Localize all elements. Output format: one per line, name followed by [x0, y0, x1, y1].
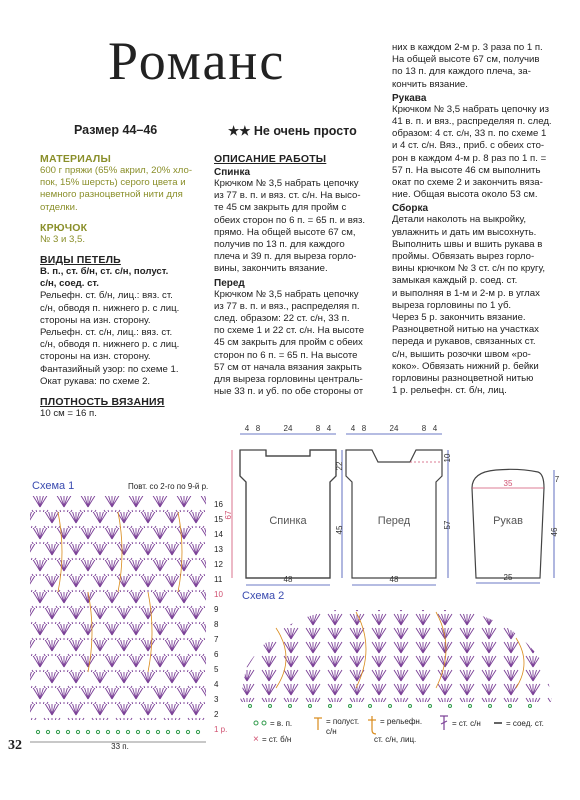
text-line: кончить вязание.	[392, 78, 468, 90]
dim-label: 7	[554, 475, 560, 484]
row-number: 12	[214, 560, 223, 569]
row-number: 15	[214, 515, 223, 524]
row-number: 4	[214, 680, 219, 689]
scheme1-repeat-note: Повт. со 2-го по 9-й р.	[128, 482, 209, 491]
text-line: коко». Обвязать нижний р. бейки	[392, 360, 539, 372]
front-text	[214, 289, 379, 399]
legend-chain-label: = в. п.	[270, 719, 293, 728]
front-continued-text	[392, 42, 557, 91]
text-line: рон в каждом 4-м р. 8 раз по 1 п. =	[392, 152, 547, 164]
page-title: Романс	[108, 31, 286, 91]
text-line: сторон по 6 п. = 65 п. На высоте	[214, 349, 358, 361]
loops-line: Фантазийный узор: по схеме 1.	[40, 363, 179, 375]
text-line: них в каждом 2-м р. 3 раза по 1 п.	[392, 42, 543, 53]
text-line: вины, закончить вязание.	[214, 263, 328, 275]
text-line: вины крючком № 3 ст. с/н по кругу,	[392, 263, 545, 275]
loops-line: Рельефн. ст. б/н, лиц.: вяз. ст.	[40, 290, 173, 302]
dim-label: 22	[335, 461, 344, 471]
text-line: Крючком № 3,5 набрать цепочку из	[392, 103, 549, 115]
loops-heading: ВИДЫ ПЕТЕЛЬ	[40, 254, 121, 267]
text-line: Через 5 р. закончить вязание.	[392, 312, 526, 324]
back-text	[214, 178, 379, 276]
row-number: 1 р.	[214, 725, 228, 734]
density-value: 10 см = 16 п.	[40, 408, 97, 420]
text-line: след. образом: 22 ст. с/н, 33 п.	[214, 313, 350, 325]
text-line: Крючком № 3,5 набрать цепочку	[214, 288, 359, 300]
loops-line: стороны на изн. сторону.	[40, 314, 151, 326]
right-column	[392, 42, 557, 397]
text-line: и выполняя в 1-м и 2-м р. в углах	[392, 287, 540, 299]
dim-label: 8	[421, 424, 427, 433]
dim-label: 57	[443, 520, 452, 530]
row-number: 6	[214, 650, 219, 659]
row-number: 14	[214, 530, 223, 539]
legend-item-half	[314, 717, 359, 736]
sleeve-pattern	[472, 469, 560, 583]
hook-value: № 3 и 3,5.	[40, 233, 85, 245]
dim-label: 4	[244, 424, 250, 433]
text-line: из 77 в. п. и вяз., распределяя п.	[214, 300, 360, 312]
text-line: горловины разноцветной нитью	[392, 373, 534, 385]
materials-heading: МАТЕРИАЛЫ	[40, 153, 111, 165]
text-line: окат по схеме 2 и закончить вяза-	[392, 177, 543, 189]
text-line: ние. Общая высота около 53 см.	[392, 189, 538, 201]
scheme1-width: 33 п.	[111, 742, 129, 751]
legend-slip-label: = соед. ст.	[506, 719, 544, 728]
dim-label: 45	[335, 525, 344, 535]
chain-row	[36, 730, 199, 733]
text-line: проймы. Обвязать вырез горло-	[392, 251, 535, 263]
text-line: с/н, вышить розочки швом «ро-	[392, 348, 531, 360]
size-label: Размер 44–46	[74, 123, 158, 137]
back-heading: Спинка	[214, 167, 251, 178]
chain-symbol-icon	[254, 721, 258, 725]
text-line: выреза горловины по 1 уб.	[392, 299, 512, 311]
row-number: 13	[214, 545, 223, 554]
dim-label: 8	[315, 424, 321, 433]
dim-label: 10	[443, 453, 452, 463]
text-line: плеча и 39 п. для выреза горло-	[214, 251, 357, 263]
text-line: ные 33 п. и уб. по обе стороны от	[214, 386, 364, 398]
text-line: 57 см от начала вязания закрыть	[214, 361, 362, 373]
front-label: Перед	[377, 515, 411, 527]
legend-item-chain	[254, 719, 292, 728]
text-line: Выполнить швы и вшить рукава в	[392, 238, 543, 250]
loops-line: с/н, обводя п. нижнего р. с лиц.	[40, 339, 180, 351]
row-number: 16	[214, 500, 223, 509]
relief-dc-icon	[372, 716, 376, 734]
materials-line: немного разноцветной нити для	[40, 189, 183, 201]
difficulty-label: ★★ Не очень просто	[228, 124, 357, 138]
materials-line: пок, 15% шерсть) серого цвета и	[40, 177, 186, 189]
row-number: 9	[214, 605, 219, 614]
legend-item-slip	[494, 719, 544, 728]
legend-half-label-2: с/н	[326, 727, 337, 736]
row-number: 3	[214, 695, 219, 704]
text-line: образом: 4 ст. с/н, 33 п. по схеме 1	[392, 128, 547, 140]
row-number: 8	[214, 620, 219, 629]
materials-text	[40, 165, 215, 214]
row-number: 2	[214, 710, 219, 719]
text-line: переда и рукавов, связанных ст.	[392, 336, 536, 348]
text-line: замыкая каждый р. соед. ст.	[392, 275, 518, 287]
dim-label: 4	[350, 424, 356, 433]
page-number: 32	[8, 738, 22, 753]
text-line: по схеме 1 и 22 ст. с/н. На высоте	[214, 325, 365, 337]
sleeve-heading: Рукава	[392, 92, 427, 104]
materials-line: 600 г пряжи (65% акрил, 20% хло-	[40, 165, 193, 176]
loops-text	[40, 266, 215, 388]
loops-line: стороны на изн. сторону.	[40, 351, 151, 363]
single-crochet-icon: ×	[253, 734, 259, 745]
legend-half-label-1: = полуст.	[326, 717, 360, 726]
text-line: обеих сторон по 6 п. = 65 п. и вяз.	[214, 214, 366, 226]
text-line: 45 см закрыть для пройм с обеих	[214, 337, 363, 349]
row-number: 7	[214, 635, 219, 644]
dim-label: 8	[255, 424, 261, 433]
hook-heading: КРЮЧОК	[40, 221, 88, 234]
work-description-heading: ОПИСАНИЕ РАБОТЫ	[214, 153, 327, 165]
loops-line: с/н, обводя п. нижнего р. с лиц.	[40, 302, 180, 314]
legend-sc-label: = ст. б/н	[262, 735, 292, 744]
text-line: те 45 см закрыть для пройм с	[214, 202, 347, 214]
legend-item-dc	[440, 716, 481, 730]
text-line: из 77 в. п. и вяз. ст. с/н. На высо-	[214, 190, 361, 202]
dim-label: 24	[389, 424, 399, 433]
scheme1-title: Схема 1	[32, 480, 75, 492]
dim-label: 48	[389, 575, 399, 584]
legend-relief-label-2: ст. с/н, лиц.	[374, 735, 417, 744]
dim-label: 48	[283, 575, 293, 584]
row-number: 5	[214, 665, 219, 674]
text-line: 57 п. На высоте 46 см выполнить	[392, 164, 541, 176]
chain-row	[249, 705, 532, 708]
row-number: 11	[214, 575, 223, 584]
dim-label: 35	[503, 479, 513, 488]
scheme1-chart	[28, 492, 238, 750]
dim-label: 67	[224, 510, 233, 520]
dim-label: 4	[432, 424, 438, 433]
loops-line: Окат рукава: по схеме 2.	[40, 375, 151, 387]
sleeve-label: Рукав	[493, 515, 523, 527]
left-column	[40, 153, 215, 420]
loops-line: В. п., ст. б/н, ст. с/н, полуст.	[40, 266, 169, 278]
text-line: На общей высоте 67 см, получив	[392, 54, 540, 66]
assembly-text	[392, 214, 557, 397]
density-heading: ПЛОТНОСТЬ ВЯЗАНИЯ	[40, 396, 165, 409]
legend-relief-label-1: = рельефн.	[380, 717, 423, 726]
loops-line: Рельефн. ст. с/н, лиц.: вяз. ст.	[40, 327, 173, 339]
text-line: 41 в. п. и вяз., распределяя п. след.	[392, 116, 552, 128]
text-line: увлажнить и дать им высохнуть.	[392, 226, 537, 238]
front-pattern	[346, 424, 452, 585]
back-pattern	[224, 424, 344, 585]
text-line: Крючком № 3,5 набрать цепочку	[214, 178, 359, 189]
legend-dc-label: = ст. с/н	[452, 719, 481, 728]
dim-label: 24	[283, 424, 293, 433]
dim-label: 46	[550, 527, 559, 537]
row-number: 10	[214, 590, 223, 599]
back-label: Спинка	[269, 515, 307, 527]
assembly-heading: Сборка	[392, 203, 429, 215]
text-line: прямо. На общей высоте 67 см,	[214, 226, 356, 238]
legend-item-sc	[253, 734, 291, 745]
text-line: и 4 ст. с/н. Вяз., приб. с обеих сто-	[392, 140, 545, 152]
dim-label: 8	[361, 424, 367, 433]
materials-line: отделки.	[40, 201, 78, 213]
dim-label: 4	[326, 424, 332, 433]
sleeve-text	[392, 104, 557, 202]
scheme2-title: Схема 2	[242, 590, 285, 602]
scheme2-chart	[236, 598, 556, 712]
loops-line: с/н, соед. ст.	[40, 278, 99, 290]
legend-item-relief	[368, 716, 422, 744]
symbols-legend	[248, 712, 568, 752]
text-line: 1 р. рельефн. ст. б/н, лиц.	[392, 385, 507, 397]
middle-column	[214, 153, 379, 398]
text-line: получив по 13 п. для каждого	[214, 239, 345, 251]
front-heading: Перед	[214, 277, 245, 289]
text-line: по 13 п. для каждого плеча, за-	[392, 66, 531, 78]
garment-patterns	[224, 420, 568, 590]
text-line: Разноцветной нитью на участках	[392, 324, 539, 336]
dim-label: 25	[503, 573, 513, 582]
text-line: для выреза горловины централь-	[214, 374, 363, 386]
text-line: Детали наколоть на выкройку,	[392, 214, 527, 226]
